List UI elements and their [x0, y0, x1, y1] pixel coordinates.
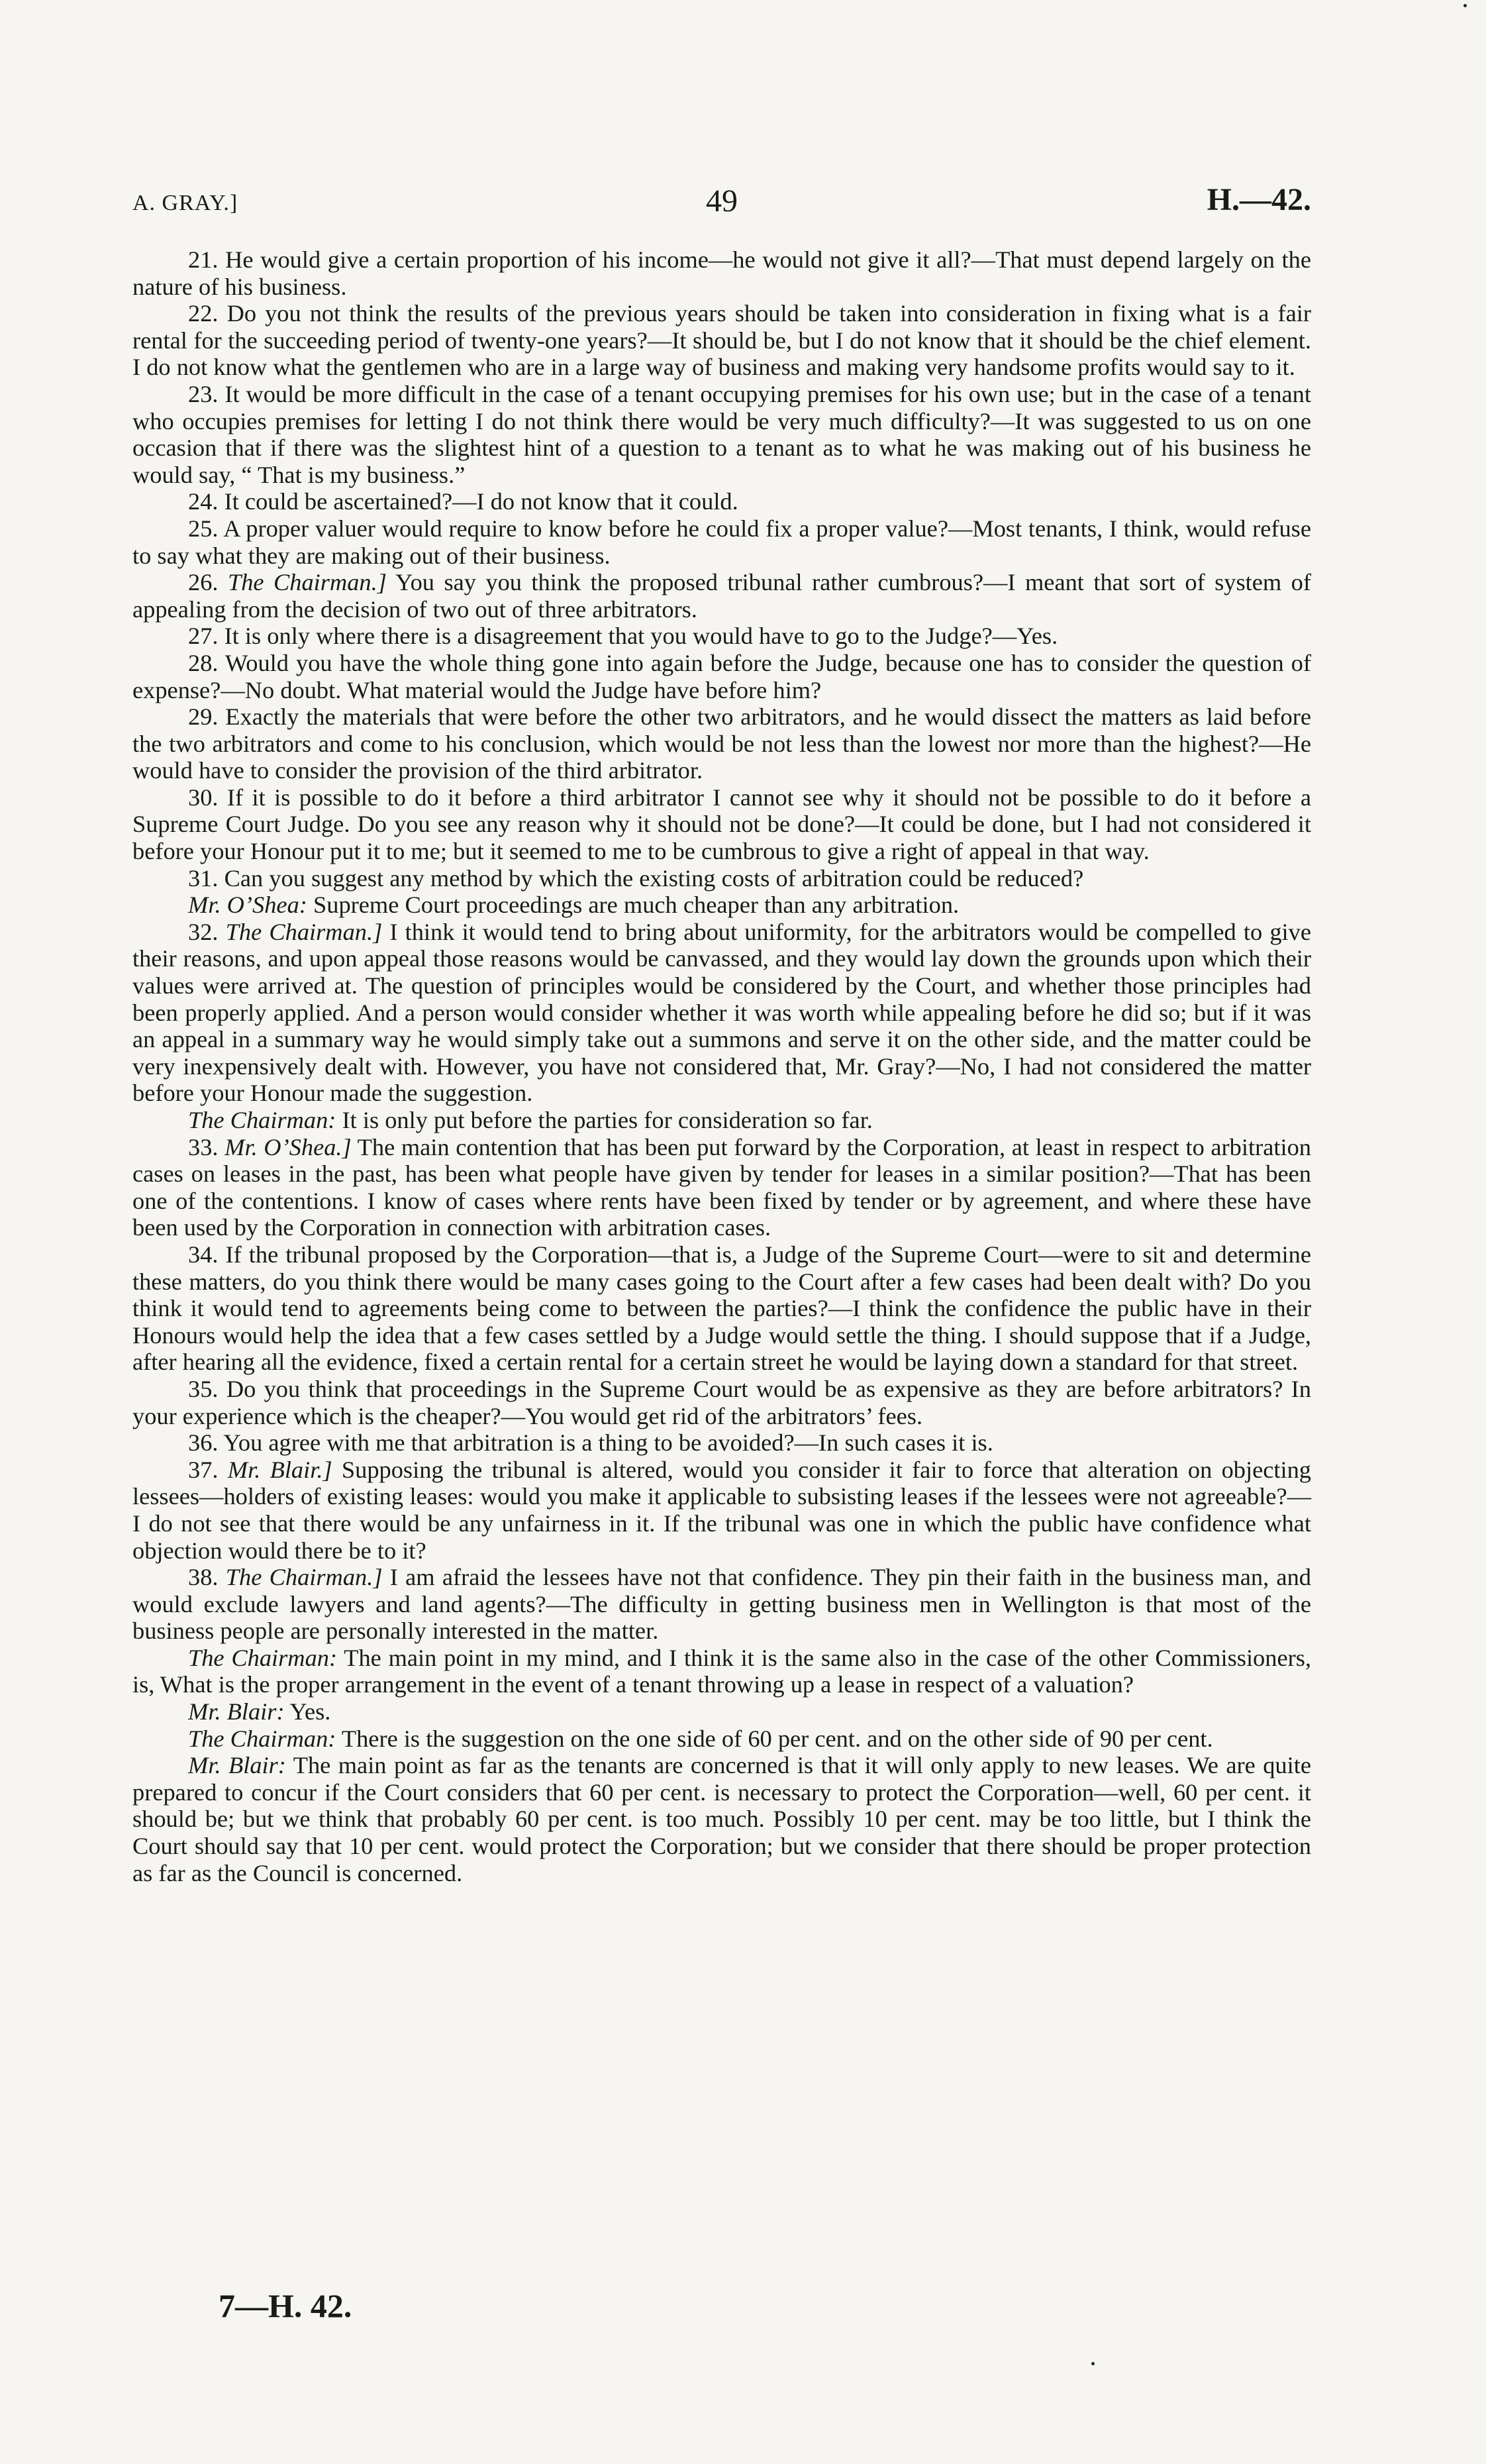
testimony-paragraph	[132, 1698, 1311, 1725]
testimony-paragraph	[132, 1564, 1311, 1645]
testimony-paragraph	[132, 650, 1311, 703]
question-number: 23.	[188, 380, 219, 407]
question-number: 37.	[188, 1456, 219, 1483]
question-number: 34.	[188, 1241, 219, 1268]
paragraph-text: It is only put before the parties for consideration so far.	[342, 1107, 873, 1133]
paragraph-text: Can you suggest any method by which the existing costs of arbitration could be reduced?	[224, 864, 1084, 892]
question-number: 30.	[188, 784, 219, 811]
testimony-paragraph	[132, 300, 1311, 381]
paragraph-text: It is only where there is a disagreement that you would have to go to the Judge?—Yes.	[224, 623, 1058, 650]
question-number: 21.	[188, 246, 219, 273]
testimony-paragraph	[132, 569, 1311, 623]
paragraph-text: He would give a certain proportion of his income—he would not give it all?—That must depend largely on the nature of his business.	[132, 246, 1311, 300]
scan-mark	[1463, 4, 1467, 7]
paragraph-text: The main point in my mind, and I think it is the same also in the case of the other Commissioners, is, What is the proper arrangement in the event of a tenant throwing up a lease in respect of a valuation?	[132, 1644, 1311, 1698]
page-header	[132, 179, 1311, 232]
document-reference: H.—42.	[1207, 182, 1311, 217]
question-number: 25.	[188, 515, 219, 542]
question-number: 32.	[188, 918, 219, 945]
page-footer-signature: 7—H. 42.	[219, 2287, 352, 2324]
speaker-name: Mr. Blair:	[188, 1752, 286, 1779]
question-number: 24.	[188, 488, 219, 515]
speaker-name: Mr. Blair.]	[227, 1456, 332, 1483]
question-number: 29.	[188, 703, 219, 731]
question-number: 36.	[188, 1429, 219, 1457]
testimony-paragraph	[132, 919, 1311, 1107]
question-number: 31.	[188, 864, 219, 892]
paragraph-text: It could be ascertained?—I do not know that it could.	[224, 488, 738, 515]
question-number: 28.	[188, 649, 219, 676]
testimony-paragraph	[132, 865, 1311, 892]
question-number: 22.	[188, 300, 219, 327]
paragraph-text: You agree with me that arbitration is a thing to be avoided?—In such cases it is.	[223, 1429, 993, 1457]
testimony-paragraph	[132, 1107, 1311, 1134]
speaker-name: The Chairman:	[188, 1725, 336, 1752]
paragraph-text: Supposing the tribunal is altered, would you consider it fair to force that alteration on objecting lessees—holders of existing leases: would you make it applicable to subsisting leases if the lessees were not agreeable?—I do not see that there would be any unfairness in it. If the tribunal was one in which the public have confidence what objection would there be to it?	[132, 1456, 1311, 1564]
paragraph-text: Exactly the materials that were before the other two arbitrators, and he would dissect the matters as laid before the two arbitrators and come to his conclusion, which would be not less than the lowest nor more than the highest?—He would have to consider the provision of the third arbitrator.	[132, 703, 1311, 784]
testimony-paragraph	[132, 1241, 1311, 1376]
paragraph-text: The main point as far as the tenants are concerned is that it will only apply to new leases. We are quite prepared to concur if the Court considers that 60 per cent. is necessary to protect the Corporation—well, 60 per cent. it should be; but we think that probably 60 per cent. is too much. Possibly 10 per cent. may be too little, but I think the Court should say that 10 per cent. would protect the Corporation; but we consider that there should be proper protection as far as the Council is concerned.	[132, 1752, 1311, 1886]
speaker-name: The Chairman:	[188, 1644, 338, 1671]
testimony-paragraph	[132, 1645, 1311, 1698]
testimony-paragraph	[132, 1725, 1311, 1753]
speaker-name: The Chairman.]	[227, 569, 387, 596]
speaker-name: Mr. O’Shea.]	[224, 1133, 352, 1160]
question-number: 35.	[188, 1375, 219, 1402]
testimony-paragraph	[132, 1429, 1311, 1457]
testimony-paragraph	[132, 1457, 1311, 1564]
testimony-paragraph	[132, 703, 1311, 784]
question-number: 26.	[188, 569, 219, 596]
paragraph-text: Do you think that proceedings in the Supreme Court would be as expensive as they are before arbitrators? In your experience which is the cheaper?—You would get rid of the arbitrators’ fees.	[132, 1375, 1311, 1429]
question-number: 33.	[188, 1133, 219, 1160]
testimony-paragraph	[132, 623, 1311, 650]
paragraph-text: I am afraid the lessees have not that confidence. They pin their faith in the business man, and would exclude lawyers and land agents?—The difficulty in getting business men in Wellington is that most of the business people are personally interested in the matter.	[132, 1564, 1311, 1645]
paragraph-text: Supreme Court proceedings are much cheaper than any arbitration.	[313, 892, 960, 919]
paragraph-text: The main contention that has been put forward by the Corporation, at least in respect to arbitration cases on leases in the past, has been what people have given by tender for leases in a similar position?—That has been one of the contentions. I know of cases where rents have been fixed by tender or by agreement, and where these have been used by the Corporation in connection with arbitration cases.	[132, 1133, 1311, 1241]
page-number: 49	[706, 183, 738, 219]
document-body	[132, 246, 1311, 1886]
testimony-paragraph	[132, 892, 1311, 919]
testimony-paragraph	[132, 784, 1311, 865]
paragraph-text: There is the suggestion on the one side of 60 per cent. and on the other side of 90 per cent.	[341, 1725, 1213, 1752]
header-witness-name: A. GRAY.]	[132, 191, 238, 215]
paragraph-text: A proper valuer would require to know before he could fix a proper value?—Most tenants, I think, would refuse to say what they are making out of their business.	[132, 515, 1311, 569]
testimony-paragraph	[132, 488, 1311, 515]
paragraph-text: Yes.	[289, 1698, 331, 1725]
paragraph-text: If the tribunal proposed by the Corporation—that is, a Judge of the Supreme Court—were to sit and determine these matters, do you think there would be many cases going to the Court after a few cases had been dealt with? Do you think it would tend to agreements being come to between the parties?—I think the confidence the public have in their Honours would help the idea that a few cases settled by a Judge would settle the thing. I should suppose that if a Judge, after hearing all the evidence, fixed a certain rental for a certain street he would be laying down a standard for that street.	[132, 1241, 1311, 1376]
testimony-paragraph	[132, 1752, 1311, 1886]
paragraph-text: Would you have the whole thing gone into again before the Judge, because one has to consider the question of expense?—No doubt. What material would the Judge have before him?	[132, 649, 1311, 703]
testimony-paragraph	[132, 381, 1311, 488]
testimony-paragraph	[132, 1134, 1311, 1241]
paragraph-text: It would be more difficult in the case of a tenant occupying premises for his own use; but in the case of a tenant who occupies premises for letting I do not think there would be very much difficulty?—It was suggested to us on one occasion that if there was the slightest hint of a question to a tenant as to what he was making out of his business he would say, “ That is my business.”	[132, 380, 1311, 488]
speaker-name: Mr. Blair:	[188, 1698, 285, 1725]
paragraph-text: If it is possible to do it before a third arbitrator I cannot see why it should not be possible to do it before a Supreme Court Judge. Do you see any reason why it should not be done?—It could be done, but I had not considered it before your Honour put it to me; but it seemed to me to be cumbrous to give a right of appeal in that way.	[132, 784, 1311, 865]
paragraph-text: I think it would tend to bring about uniformity, for the arbitrators would be compelled to give their reasons, and upon appeal those reasons would be canvassed, and they would lay down the grounds upon which their values were arrived at. The question of principles would be considered by the Court, and whether those principles had been properly applied. And a person would consider whether it was worth while appealing before he did so; but if it was an appeal in a summary way he would simply take out a summons and serve it on the other side, and the matter could be very inexpensively dealt with. However, you have not considered that, Mr. Gray?—No, I had not considered the matter before your Honour made the suggestion.	[132, 918, 1311, 1107]
question-number: 38.	[188, 1564, 219, 1591]
paragraph-text: You say you think the proposed tribunal rather cumbrous?—I meant that sort of system of appealing from the decision of two out of three arbitrators.	[132, 569, 1311, 623]
speaker-name: The Chairman:	[188, 1107, 336, 1133]
scan-mark	[1091, 2362, 1095, 2365]
testimony-paragraph	[132, 1376, 1311, 1429]
speaker-name: Mr. O’Shea:	[188, 892, 307, 919]
testimony-paragraph	[132, 515, 1311, 569]
paragraph-text: Do you not think the results of the previous years should be taken into consideration in fixing what is a fair rental for the succeeding period of twenty-one years?—It should be, but I do not know that it should be the chief element. I do not know what the gentlemen who are in a large way of business and making very handsome profits would say to it.	[132, 300, 1311, 381]
question-number: 27.	[188, 623, 219, 650]
speaker-name: The Chairman.]	[225, 918, 383, 945]
testimony-paragraph	[132, 246, 1311, 300]
speaker-name: The Chairman.]	[225, 1564, 383, 1591]
